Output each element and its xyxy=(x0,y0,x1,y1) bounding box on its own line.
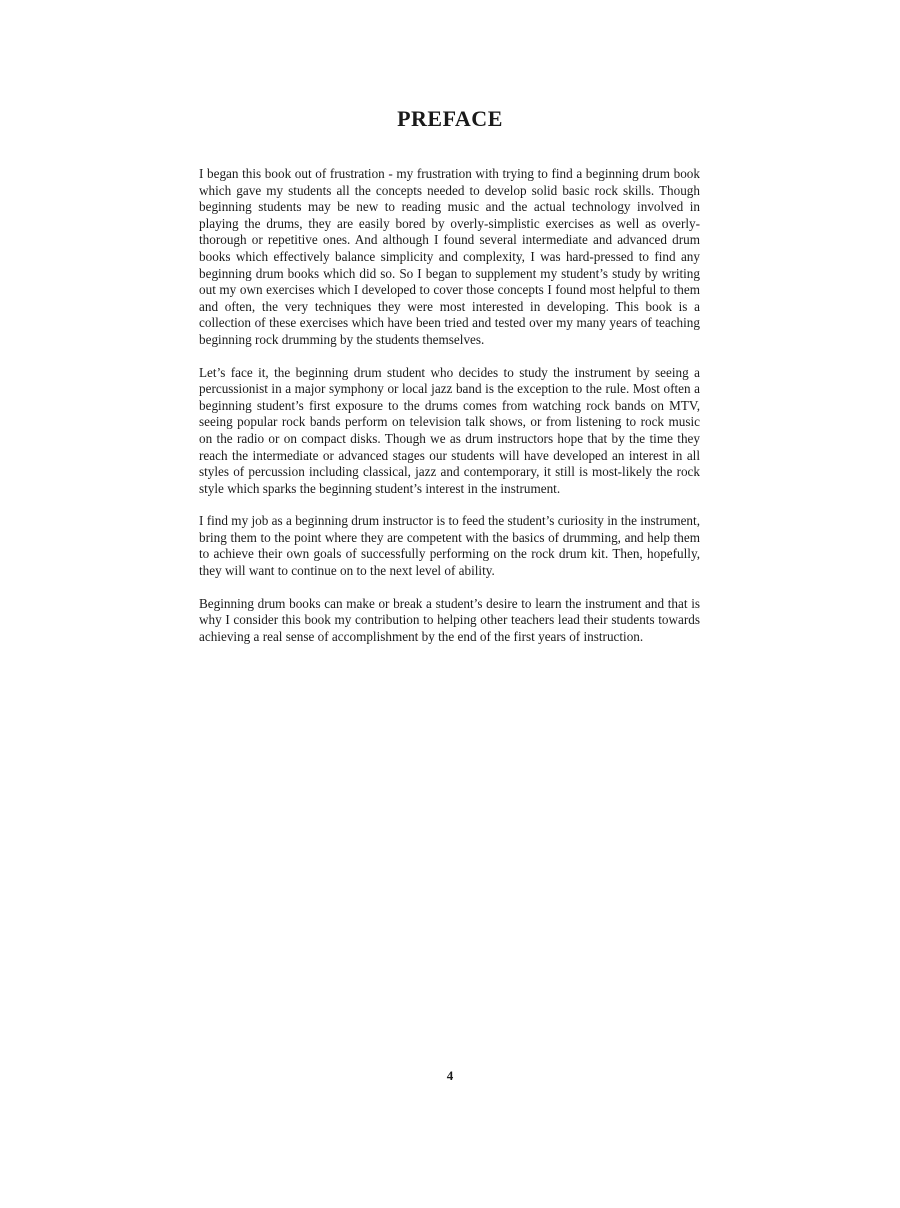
paragraph-2: Let’s face it, the beginning drum student who decides to study the instrument by seeing a percussionist in a major symphony or local jazz band is the exception to the rule. Most often a beginning student’s first exposure to the drums comes from watching rock bands on MTV, seeing popular rock bands perform on television talk shows, or from listening to rock music on the radio or on compact disks. Though we as drum instructors hope that by the time they reach the intermediate or advanced stages our students will have developed an interest in all styles of percussion including classical, jazz and contemporary, it still is most-likely the rock style which sparks the beginning student’s interest in the instrument. xyxy=(199,364,700,496)
paragraph-4: Beginning drum books can make or break a student’s desire to learn the instrument and that is why I consider this book my contribution to helping other teachers lead their students towards achieving a real sense of accomplishment by the end of the first years of instruction. xyxy=(199,595,700,644)
page-title: PREFACE xyxy=(397,106,503,131)
page-number: 4 xyxy=(446,1068,454,1083)
preface-body xyxy=(199,166,700,661)
paragraph-1: I began this book out of frustration - my frustration with trying to find a beginning drum book which gave my students all the concepts needed to develop solid basic rock skills. Though beginning students may be new to reading music and the actual technology involved in playing the drums, they are easily bored by overly-simplistic exercises as well as overly-thorough or repetitive ones. And although I found several intermediate and advanced drum books which effectively balance simplicity and complexity, I was hard-pressed to find any beginning drum books which did so. So I began to supplement my student’s study by writing out my own exercises which I developed to cover those concepts I found most helpful to them and often, the very techniques they were most interested in developing. This book is a collection of these exercises which have been tried and tested over my many years of teaching beginning rock drumming by the students themselves. xyxy=(199,166,700,347)
paragraph-3: I find my job as a beginning drum instructor is to feed the student’s curiosity in the instrument, bring them to the point where they are competent with the basics of drumming, and help them to achieve their own goals of successfully performing on the rock drum kit. Then, hopefully, they will want to continue on to the next level of ability. xyxy=(199,513,700,579)
